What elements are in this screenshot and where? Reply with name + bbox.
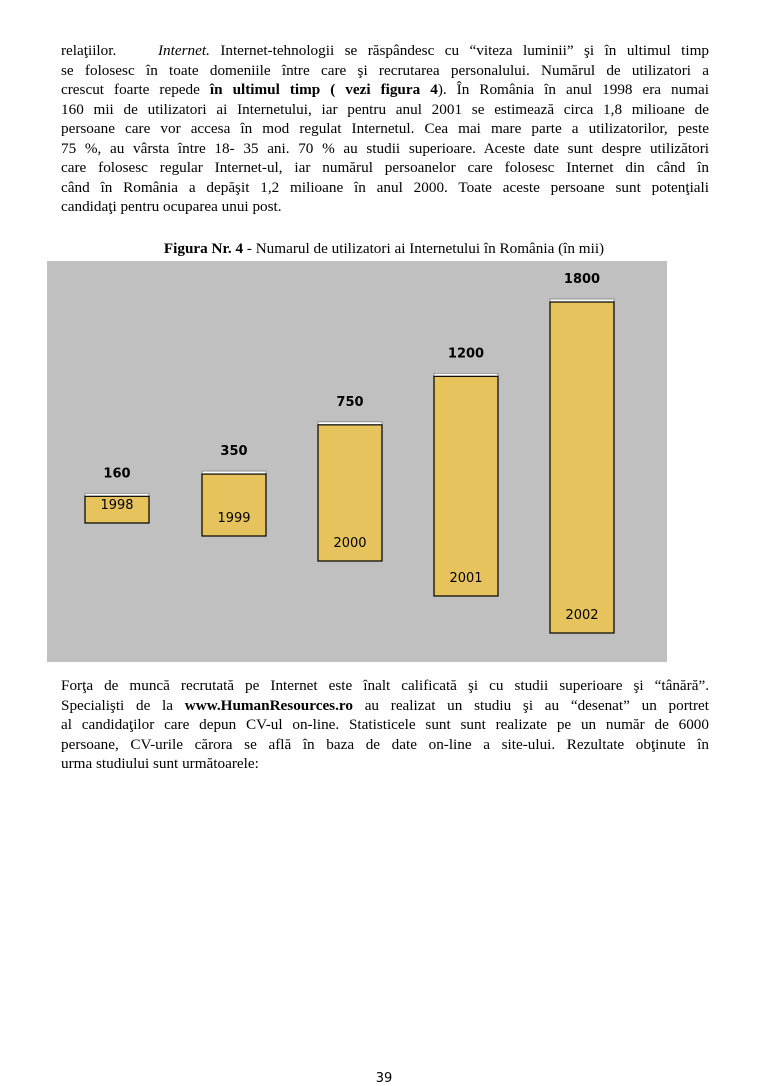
intro-line-7: care folosesc regular Internet-ul, iar numărul persoanelor care folosesc Internet din când în (61, 159, 709, 176)
bar-2001 (434, 376, 498, 596)
outro-text: au realizat un studiu şi au “desenat” un portret (352, 696, 709, 714)
intro-line-3 (61, 80, 709, 100)
outro-line-1: Forţa de muncă recrutată pe Internet este înalt calificată şi cu studii superioare şi “tânără”. (61, 677, 709, 694)
bar-chart-svg (47, 261, 667, 662)
intro-text: relaţiilor. (61, 42, 117, 59)
category-label: 1998 (100, 498, 134, 513)
outro-line-4: persoane, CV-urile cărora se află în baza de date on-line a site-ului. Rezultate obţinute în (61, 735, 709, 753)
value-label: 750 (336, 394, 364, 410)
website-link[interactable]: www.HumanResources.ro (184, 696, 353, 714)
bar-1999 (202, 474, 266, 536)
intro-paragraph (61, 41, 709, 217)
figure-caption-label: Figura Nr. 4 (163, 240, 244, 257)
intro-line-9: candidaţi pentru ocuparea unui post. (61, 198, 282, 215)
category-label: 2000 (333, 536, 367, 551)
page-number: 39 (375, 1071, 393, 1086)
outro-paragraph (61, 676, 709, 774)
figure-reference: în ultimul timp ( vezi figura 4 (209, 81, 438, 98)
outro-line-3: al candidaţilor care depun CV-ul on-line. Statisticele sunt sunt realizate pe un număr de 6000 (61, 716, 709, 733)
intro-line-5: persoane care vor accesa în mod regulat Internetul. Cea mai mare parte a utilizatorilor, peste (61, 120, 709, 137)
category-label: 2002 (565, 608, 599, 623)
figure-caption (0, 240, 768, 258)
intro-text: Internet-tehnologii se răspândesc cu “viteza luminii” şi în ultimul timp (220, 42, 710, 59)
category-label: 1999 (217, 511, 251, 526)
intro-line-1 (61, 41, 709, 61)
intro-line-4: 160 mii de utilizatori ai Internetului, iar pentru anul 2001 se estimează circa 1,8 milioane de (61, 100, 709, 118)
outro-line-2 (61, 696, 709, 716)
internet-heading: Internet. (158, 42, 210, 59)
value-label: 1200 (447, 346, 485, 362)
value-label: 350 (220, 444, 248, 460)
category-label: 2001 (449, 571, 483, 586)
outro-text: Specialişti de la (61, 696, 174, 714)
bar-2002 (550, 302, 614, 633)
intro-line-6: 75 %, au vârsta între 18- 35 ani. 70 % au studii superioare. Aceste date sunt despre utilizători (61, 139, 709, 157)
value-label: 1800 (563, 272, 601, 287)
intro-line-2: se folosesc în toate domeniile între care şi recrutarea personalului. Numărul de utilizatori a (61, 61, 709, 79)
intro-line-8: când în România a depăşit 1,2 milioane în anul 2000. Toate aceste persoane sunt potenţiali (61, 178, 709, 196)
intro-text: crescut foarte repede (61, 81, 200, 98)
bar-chart (47, 261, 667, 662)
intro-text: ). În România în anul 1998 era numai (437, 81, 710, 98)
outro-line-5: urma studiului sunt următoarele: (61, 755, 259, 772)
figure-caption-text: - Numarul de utilizatori ai Internetului în România (în mii) (243, 240, 605, 257)
value-label: 160 (103, 466, 131, 482)
